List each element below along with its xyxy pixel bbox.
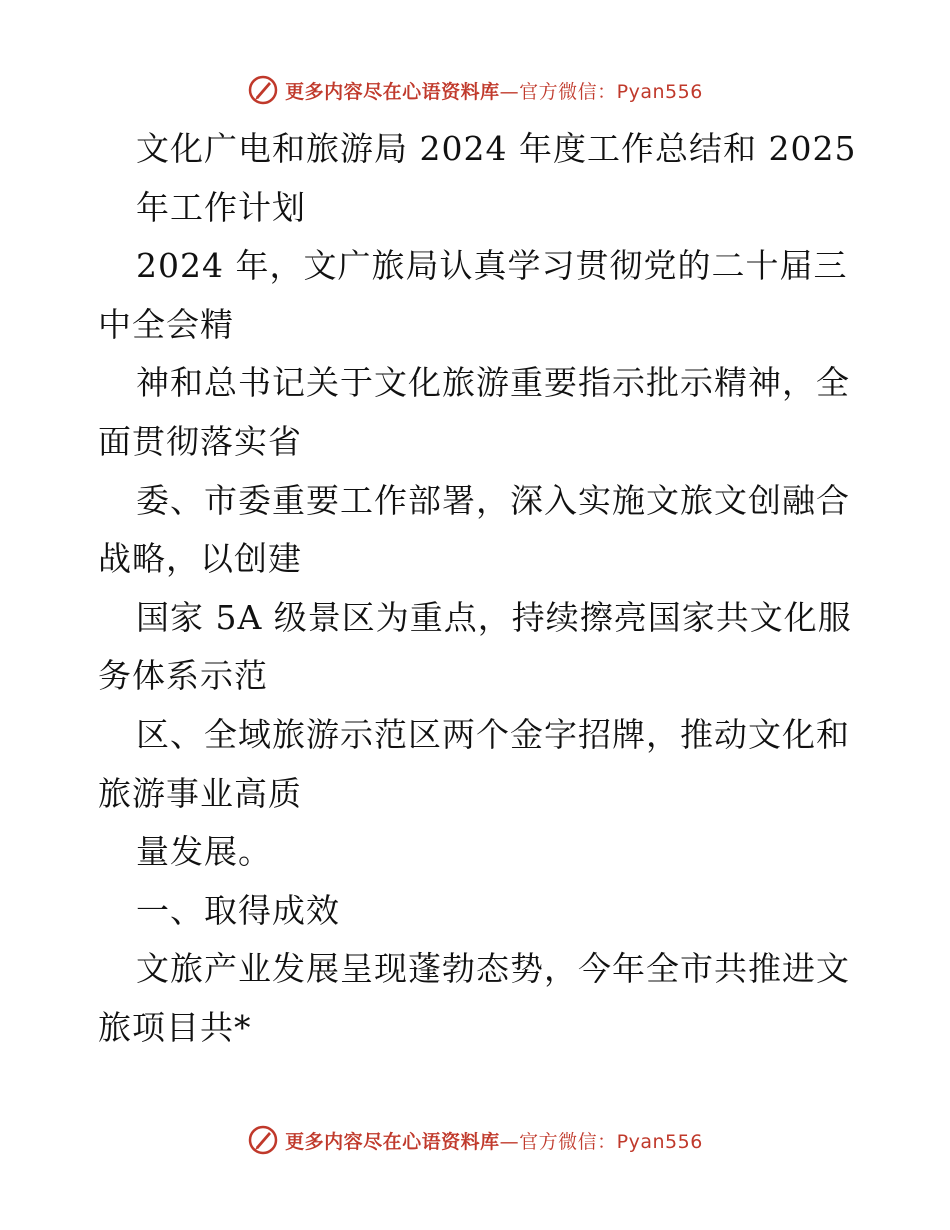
document-line: 面贯彻落实省: [98, 421, 302, 461]
document-line: 旅项目共*: [98, 1007, 252, 1047]
document-line: 文化广电和旅游局 2024 年度工作总结和 2025: [136, 129, 857, 168]
document-line: 2024 年，文广旅局认真学习贯彻党的二十届三: [136, 246, 848, 286]
watermark-main: 更多内容尽在心语资料库: [285, 1130, 500, 1153]
document-body: [98, 120, 858, 1058]
document-line: 量发展。: [136, 832, 272, 872]
document-line: 年工作计划: [136, 187, 306, 227]
document-line: 区、全域旅游示范区两个金字招牌，推动文化和: [136, 714, 850, 754]
watermark-tail: 官方微信：Pyan556: [519, 80, 703, 103]
document-line: 战略，以创建: [98, 539, 302, 579]
document-line: 国家 5A 级景区为重点，持续擦亮国家共文化服: [136, 597, 852, 637]
document-line: 文旅产业发展呈现蓬勃态势，今年全市共推进文: [136, 949, 850, 989]
watermark-tail: 官方微信：Pyan556: [519, 1130, 703, 1153]
watermark-footer: [0, 1120, 950, 1160]
document-line: 务体系示范: [98, 656, 268, 696]
watermark-main: 更多内容尽在心语资料库: [285, 80, 500, 103]
watermark-header: [0, 70, 950, 110]
document-line: 委、市委重要工作部署，深入实施文旅文创融合: [136, 480, 850, 520]
watermark-text: [285, 77, 703, 104]
watermark-text: [285, 1127, 703, 1154]
document-line: 中全会精: [98, 304, 234, 344]
document-line: 神和总书记关于文化旅游重要指示批示精神，全: [136, 363, 850, 403]
document-line: 一、取得成效: [136, 890, 340, 930]
quill-logo-icon: [247, 1124, 279, 1156]
document-line: 旅游事业高质: [98, 773, 302, 813]
watermark-separator: —: [499, 1130, 520, 1153]
quill-logo-icon: [247, 74, 279, 106]
watermark-separator: —: [499, 80, 520, 103]
